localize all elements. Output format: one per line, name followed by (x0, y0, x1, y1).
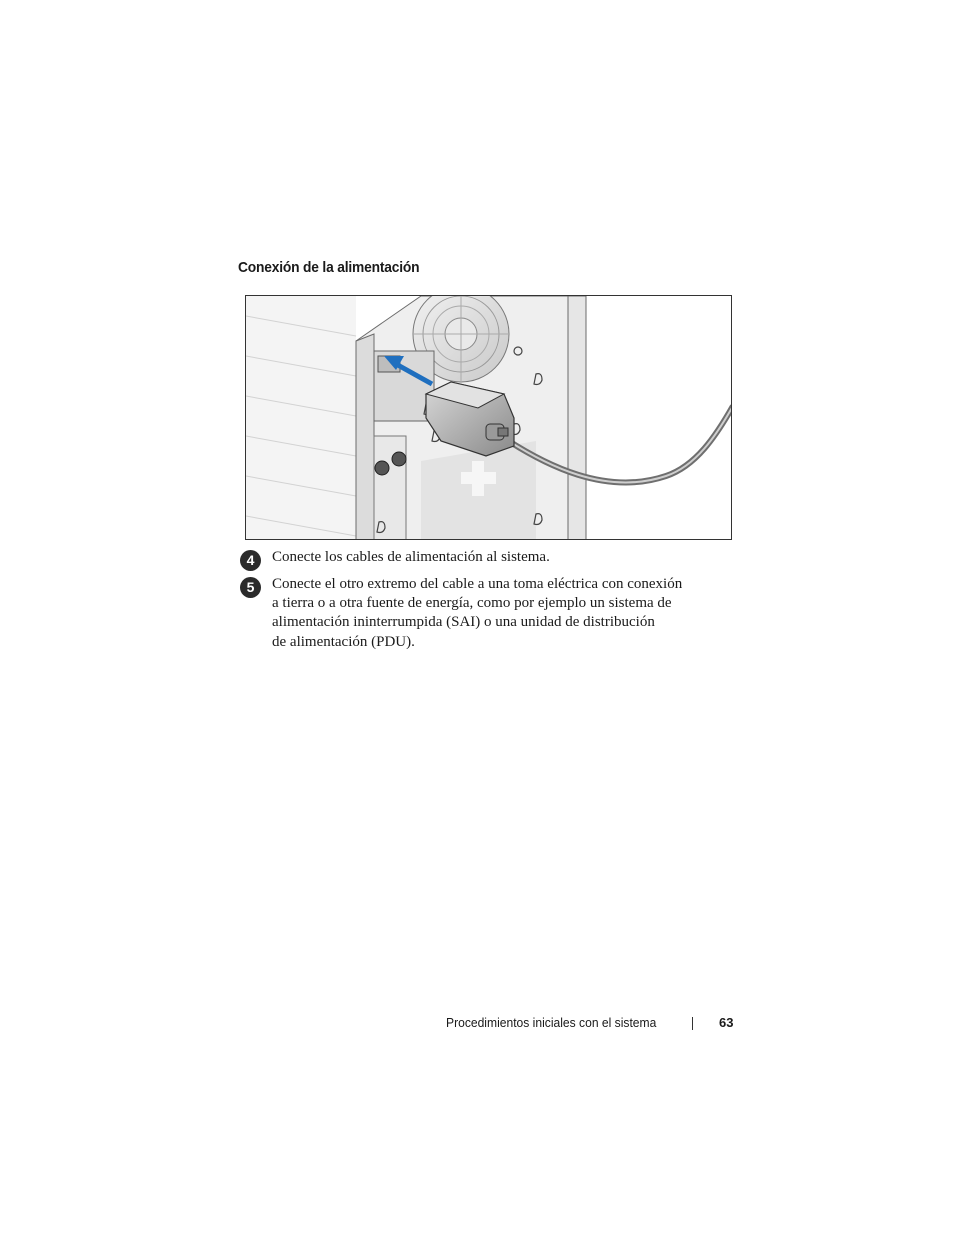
footer-chapter-title: Procedimientos iniciales con el sistema (446, 1015, 657, 1030)
step-text: alimentación ininterrumpida (SAI) o una unidad de distribución (272, 614, 655, 631)
footer-separator (692, 1017, 693, 1030)
step-text: Conecte el otro extremo del cable a una toma eléctrica con conexión (272, 576, 683, 592)
step-number-badge: 4 (240, 550, 261, 571)
section-heading: Conexión de la alimentación (238, 259, 420, 276)
step-text: a tierra o a otra fuente de energía, como por ejemplo un sistema de (272, 595, 672, 612)
power-connection-illustration (245, 295, 732, 540)
step-text: de alimentación (PDU). (272, 633, 415, 650)
page-number: 63 (719, 1015, 734, 1030)
step-number-badge: 5 (240, 577, 261, 598)
step-text: Conecte los cables de alimentación al sistema. (272, 549, 550, 565)
